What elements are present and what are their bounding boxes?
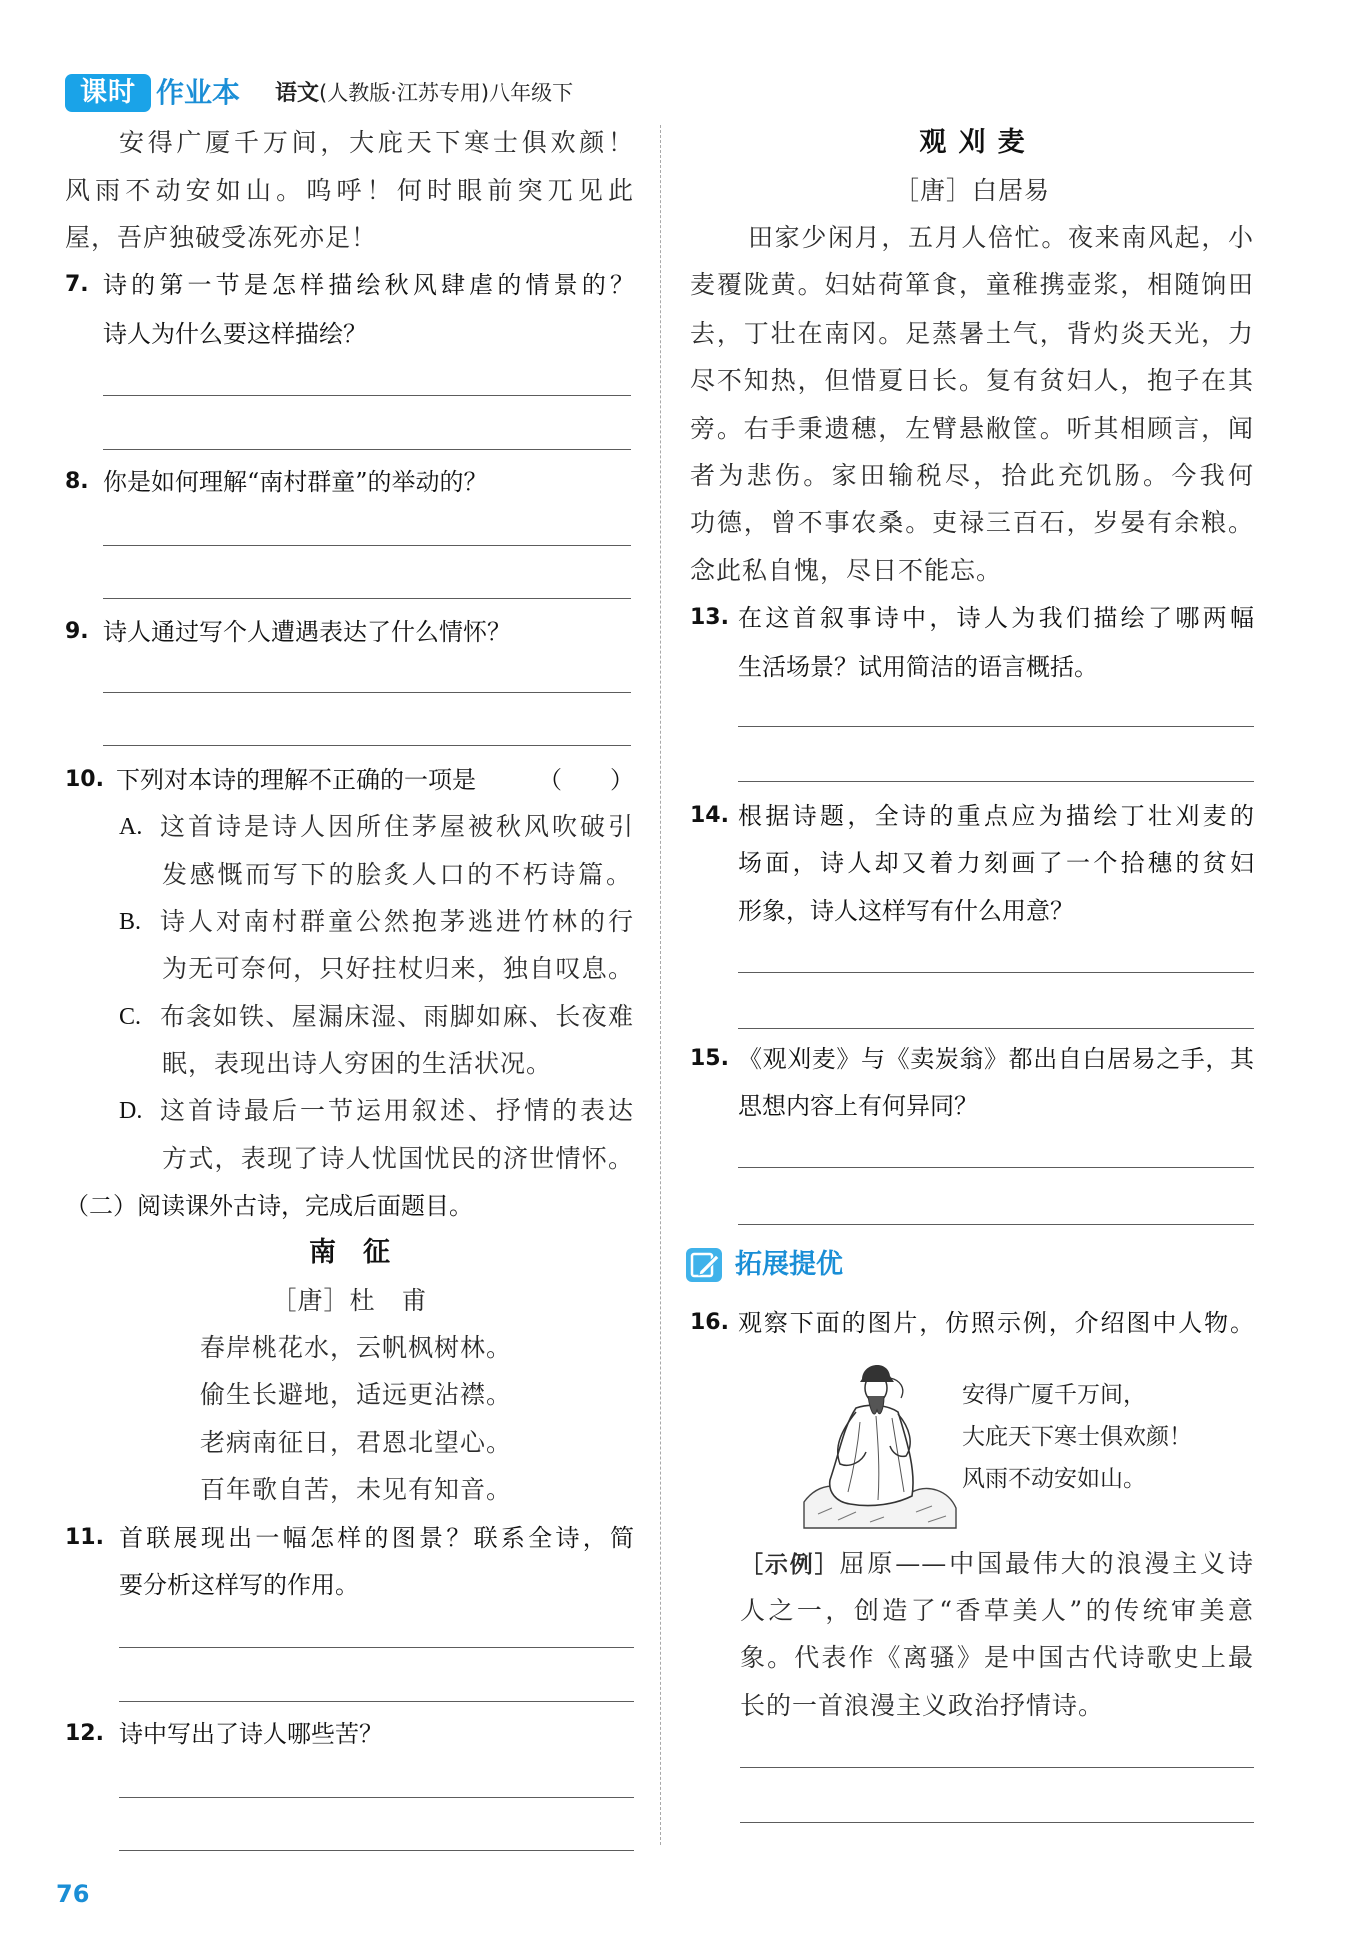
poem-author: ［唐］白居易 xyxy=(893,176,1050,205)
answer-line xyxy=(103,545,631,546)
column-divider xyxy=(660,125,661,1845)
edit-icon xyxy=(685,1247,723,1283)
example-line: 象。代表作《离骚》是中国古代诗歌史上最 xyxy=(740,1643,1254,1672)
question-text: 诗中写出了诗人哪些苦？ xyxy=(119,1720,383,1748)
poem-line: 偷生长避地，适远更沾襟。 xyxy=(200,1380,513,1409)
question-text: 你是如何理解“南村群童”的举动的？ xyxy=(103,468,488,496)
quote-line: 安得广厦千万间， xyxy=(962,1382,1146,1408)
question-number: 12. xyxy=(65,1721,104,1746)
example-text: 屈原——中国最伟大的浪漫主义诗 xyxy=(839,1549,1254,1578)
poem-line: 功德，曾不事农桑。吏禄三百石，岁晏有余粮。 xyxy=(690,508,1254,537)
answer-line xyxy=(738,1167,1254,1168)
option-text: 布衾如铁、屋漏床湿、雨脚如麻、长夜难 xyxy=(160,1002,634,1031)
poem-line: 尽不知热，但惜夏日长。复有贫妇人，抱子在其 xyxy=(690,366,1254,395)
answer-line xyxy=(738,1224,1254,1225)
poem-line: 旁。右手秉遗穗，左臂悬敝筐。听其相顾言，闻 xyxy=(690,414,1254,443)
question-text: 首联展现出一幅怎样的图景？联系全诗，简 xyxy=(119,1524,634,1552)
question-text: 在这首叙事诗中，诗人为我们描绘了哪两幅 xyxy=(738,604,1254,632)
question-text: 要分析这样写的作用。 xyxy=(119,1571,359,1599)
example-label: ［示例］ xyxy=(740,1552,840,1578)
answer-line xyxy=(103,745,631,746)
question-text: 根据诗题，全诗的重点应为描绘丁壮刈麦的 xyxy=(738,802,1254,830)
logo-badge: 课时 xyxy=(65,74,151,112)
poem-line: 安得广厦千万间，大庇天下寒士俱欢颜！ xyxy=(119,128,634,157)
option-letter: B. xyxy=(119,909,142,935)
answer-line xyxy=(738,1028,1254,1029)
logo-text: 作业本 xyxy=(156,76,241,109)
answer-line xyxy=(119,1701,634,1702)
option-letter: D. xyxy=(119,1098,143,1124)
poem-line: 风雨不动安如山。呜呼！何时眼前突兀见此 xyxy=(65,176,634,205)
question-number: 16. xyxy=(690,1310,729,1335)
question-number: 9. xyxy=(65,619,89,644)
poem-line: 百年歌自苦，未见有知音。 xyxy=(200,1475,513,1504)
question-number: 13. xyxy=(690,605,729,630)
answer-line xyxy=(103,692,631,693)
question-text: 思想内容上有何异同？ xyxy=(738,1092,978,1120)
question-number: 7. xyxy=(65,272,89,297)
answer-line xyxy=(103,598,631,599)
option-text: 这首诗最后一节运用叙述、抒情的表达 xyxy=(160,1096,634,1125)
answer-line xyxy=(740,1767,1254,1768)
option-text: 发感慨而写下的脍炙人口的不朽诗篇。 xyxy=(162,860,632,889)
option-text: 眠，表现出诗人穷困的生活状况。 xyxy=(162,1049,553,1078)
question-number: 8. xyxy=(65,469,89,494)
poem-line: 念此私自愧，尽日不能忘。 xyxy=(690,556,1003,585)
answer-bracket: （ ） xyxy=(538,766,634,794)
question-text: 诗人为什么要这样描绘？ xyxy=(103,320,367,348)
quote-line: 风雨不动安如山。 xyxy=(962,1466,1146,1492)
poem-title: 南 征 xyxy=(309,1237,390,1268)
subject-name: 语文 xyxy=(275,81,320,106)
page-number: 76 xyxy=(56,1880,90,1908)
answer-line xyxy=(103,449,631,450)
book-subject xyxy=(275,71,573,115)
option-letter: C. xyxy=(119,1004,142,1030)
poet-illustration xyxy=(800,1352,960,1532)
answer-line xyxy=(119,1797,634,1798)
section-instruction: （二）阅读课外古诗，完成后面题目。 xyxy=(65,1192,473,1220)
answer-line xyxy=(738,972,1254,973)
poem-line: 田家少闲月，五月人倍忙。夜来南风起，小 xyxy=(748,223,1254,252)
question-text: 形象，诗人这样写有什么用意？ xyxy=(738,897,1074,925)
question-text: 生活场景？试用简洁的语言概括。 xyxy=(738,653,1098,681)
poem-line: 老病南征日，君恩北望心。 xyxy=(200,1428,513,1457)
question-text: 下列对本诗的理解不正确的一项是 xyxy=(116,766,476,794)
answer-line xyxy=(119,1647,634,1648)
poem-line: 春岸桃花水，云帆枫树林。 xyxy=(200,1333,513,1362)
option-text: 诗人对南村群童公然抱茅逃进竹林的行 xyxy=(160,907,634,936)
question-number: 11. xyxy=(65,1525,104,1550)
section-title: 拓展提优 xyxy=(735,1249,843,1280)
question-text: 诗人通过写个人遭遇表达了什么情怀？ xyxy=(103,618,511,646)
option-text: 这首诗是诗人因所住茅屋被秋风吹破引 xyxy=(160,812,634,841)
poem-line: 麦覆陇黄。妇姑荷箪食，童稚携壶浆，相随饷田 xyxy=(690,270,1254,299)
question-text: 场面，诗人却又着力刻画了一个拾穗的贫妇 xyxy=(738,849,1254,877)
poem-line: 屋，吾庐独破受冻死亦足！ xyxy=(65,223,378,252)
example-line: 长的一首浪漫主义政治抒情诗。 xyxy=(740,1691,1105,1720)
question-text: 《观刈麦》与《卖炭翁》都出自白居易之手，其 xyxy=(738,1045,1254,1073)
poem-line: 去，丁壮在南冈。足蒸暑土气，背灼炎天光，力 xyxy=(690,319,1254,348)
question-text: 观察下面的图片，仿照示例，介绍图中人物。 xyxy=(738,1309,1254,1337)
example-line: 人之一，创造了“香草美人”的传统审美意 xyxy=(740,1596,1254,1625)
option-text: 方式，表现了诗人忧国忧民的济世情怀。 xyxy=(162,1144,634,1173)
question-number: 14. xyxy=(690,803,729,828)
edition-text: (人教版·江苏专用)八年级下 xyxy=(319,81,574,105)
answer-line xyxy=(103,395,631,396)
question-number: 15. xyxy=(690,1046,729,1071)
example-line xyxy=(740,1542,1254,1586)
answer-line xyxy=(740,1822,1254,1823)
answer-line xyxy=(738,781,1254,782)
option-letter: A. xyxy=(119,814,143,840)
poem-author: ［唐］杜 甫 xyxy=(271,1286,428,1315)
poem-line: 者为悲伤。家田输税尽，拾此充饥肠。今我何 xyxy=(690,461,1254,490)
quote-line: 大庇天下寒士俱欢颜！ xyxy=(962,1424,1192,1450)
answer-line xyxy=(119,1850,634,1851)
option-text: 为无可奈何，只好拄杖归来，独自叹息。 xyxy=(162,954,634,983)
question-number: 10. xyxy=(65,767,104,792)
answer-line xyxy=(738,726,1254,727)
poem-title: 观刈麦 xyxy=(919,127,1037,158)
question-text: 诗的第一节是怎样描绘秋风肆虐的情景的？ xyxy=(103,271,634,299)
